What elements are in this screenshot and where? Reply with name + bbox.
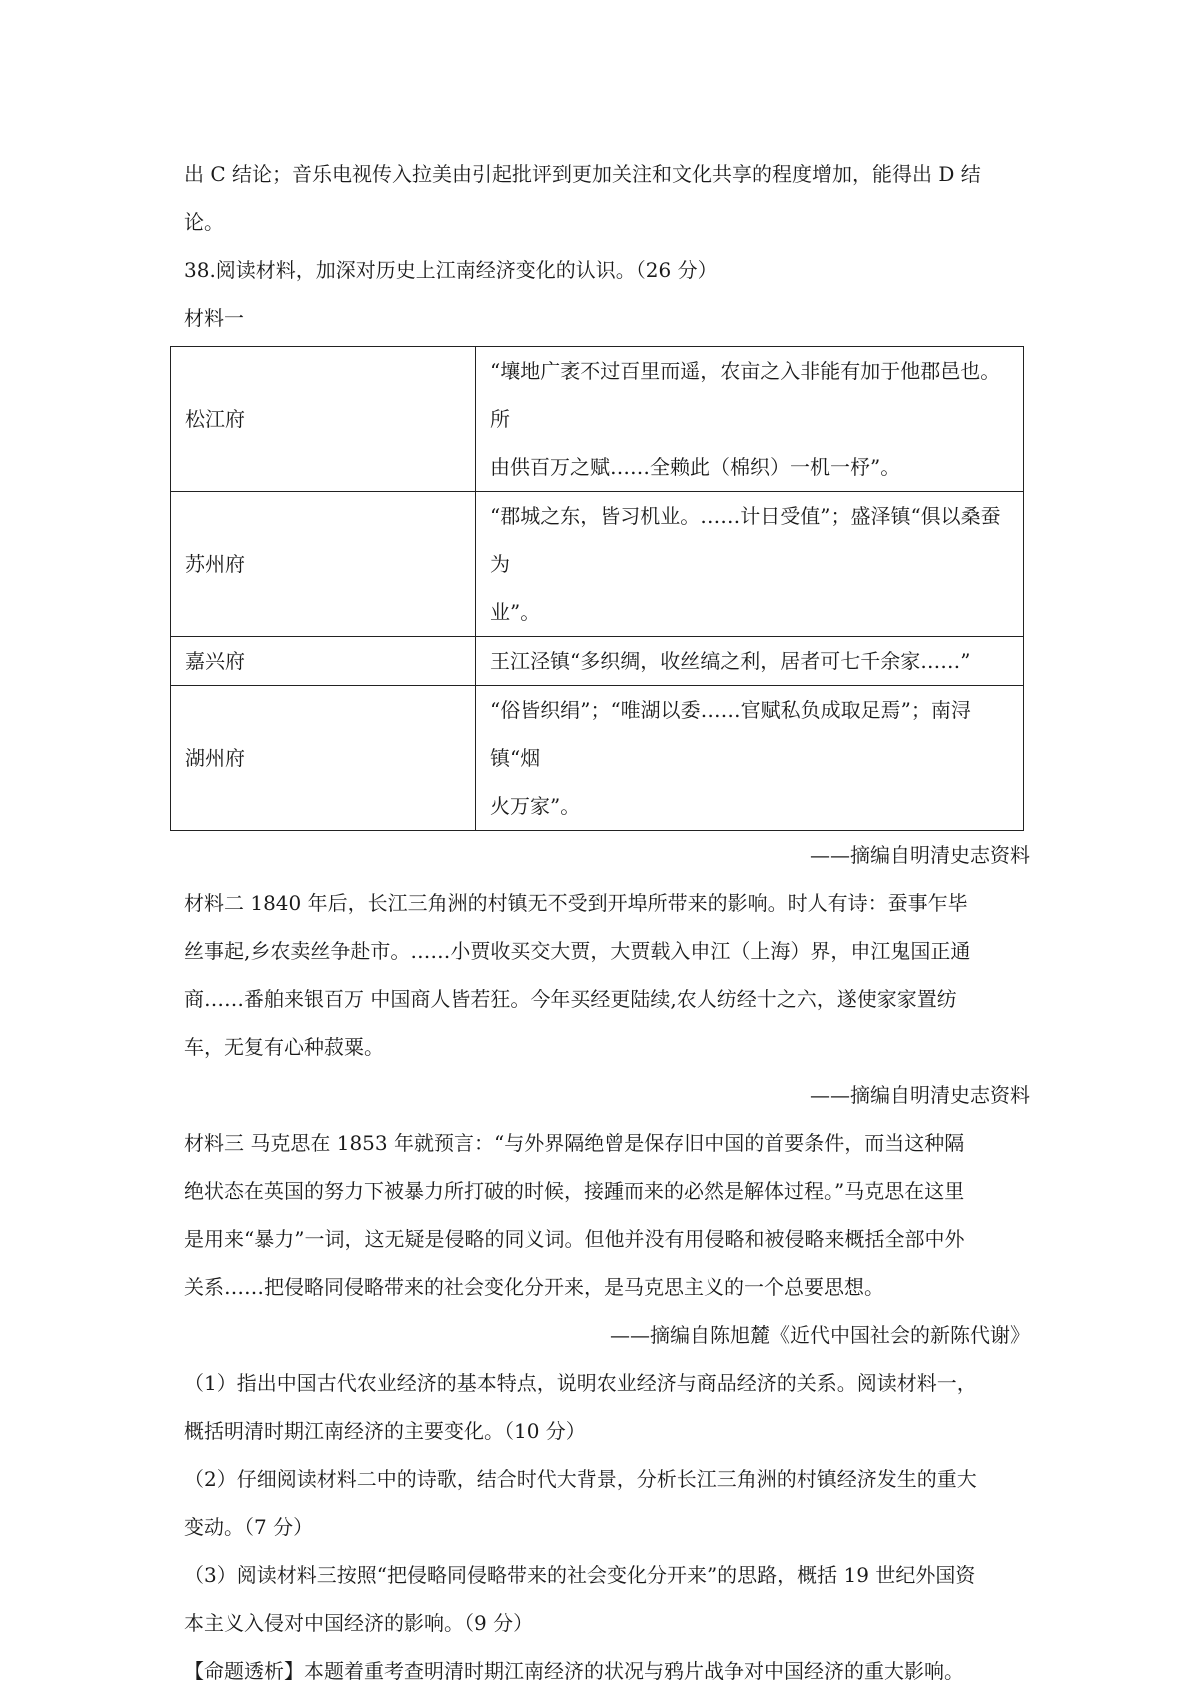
- question-3: [184, 1551, 1030, 1647]
- table-cell-place: 苏州府: [171, 492, 476, 637]
- table-cell-text: [476, 492, 1024, 637]
- material2-source: ——摘编自明清史志资料: [810, 1083, 1030, 1107]
- analysis-note: 【命题透析】本题着重考查明清时期江南经济的状况与鸦片战争对中国经济的重大影响。: [184, 1659, 964, 1683]
- intro-paragraph: [184, 150, 1030, 246]
- table-cell-place: 松江府: [171, 347, 476, 492]
- table-row: [171, 637, 1024, 686]
- question-line: 概括明清时期江南经济的主要变化。（10 分）: [184, 1419, 586, 1443]
- document-page: [184, 150, 1030, 1695]
- material3-source: ——摘编自陈旭麓《近代中国社会的新陈代谢》: [610, 1323, 1030, 1347]
- table-row: [171, 686, 1024, 831]
- table-cell-text: [476, 686, 1024, 831]
- intro-line: 论。: [184, 210, 224, 234]
- question-line: （1）指出中国古代农业经济的基本特点，说明农业经济与商品经济的关系。阅读材料一，: [184, 1371, 977, 1395]
- cell-line: 火万家”。: [490, 794, 581, 818]
- question-title: 38.阅读材料，加深对历史上江南经济变化的认识。（26 分）: [184, 258, 718, 282]
- cell-line: “俗皆织绢”；“唯湖以委……官赋私负成取足焉”；南浔镇“烟: [490, 698, 971, 770]
- table-cell-place: 湖州府: [171, 686, 476, 831]
- material2-line: 材料二 1840 年后，长江三角洲的村镇无不受到开埠所带来的影响。时人有诗：蚕事乍毕: [184, 891, 968, 915]
- table-row: [171, 492, 1024, 637]
- table-cell-text: [476, 637, 1024, 686]
- material1-table: [170, 346, 1024, 831]
- material3-paragraph: [184, 1119, 1030, 1311]
- material3-line: 绝状态在英国的努力下被暴力所打破的时候，接踵而来的必然是解体过程。”马克思在这里: [184, 1179, 965, 1203]
- cell-line: “壤地广袤不过百里而遥，农亩之入非能有加于他郡邑也。所: [490, 359, 1001, 431]
- material3-line: 材料三 马克思在 1853 年就预言：“与外界隔绝曾是保存旧中国的首要条件，而当这种隔: [184, 1131, 965, 1155]
- cell-line: 王江泾镇“多织绸，收丝缟之利，居者可七千余家……”: [490, 649, 971, 673]
- material2-line: 丝事起,乡农卖丝争赴市。……小贾收买交大贾，大贾载入申江（上海）界，申江鬼国正通: [184, 939, 971, 963]
- material3-line: 关系……把侵略同侵略带来的社会变化分开来，是马克思主义的一个总要思想。: [184, 1275, 884, 1299]
- material2-line: 车，无复有心种菽粟。: [184, 1035, 384, 1059]
- material2-paragraph: [184, 879, 1030, 1071]
- table-cell-place: 嘉兴府: [171, 637, 476, 686]
- table-cell-text: [476, 347, 1024, 492]
- cell-line: 由供百万之赋……全赖此（棉织）一机一杼”。: [490, 455, 901, 479]
- table-row: [171, 347, 1024, 492]
- material1-source: ——摘编自明清史志资料: [810, 843, 1030, 867]
- question-line: 本主义入侵对中国经济的影响。（9 分）: [184, 1611, 534, 1635]
- intro-line: 出 C 结论；音乐电视传入拉美由引起批评到更加关注和文化共享的程度增加，能得出 D 结: [184, 162, 981, 186]
- question-2: [184, 1455, 1030, 1551]
- material3-line: 是用来“暴力”一词，这无疑是侵略的同义词。但他并没有用侵略和被侵略来概括全部中外: [184, 1227, 965, 1251]
- material1-label: 材料一: [184, 306, 244, 330]
- question-1: [184, 1359, 1030, 1455]
- question-line: 变动。（7 分）: [184, 1515, 314, 1539]
- cell-line: “郡城之东，皆习机业。……计日受值”；盛泽镇“俱以桑蚕为: [490, 504, 1001, 576]
- question-line: （2）仔细阅读材料二中的诗歌，结合时代大背景，分析长江三角洲的村镇经济发生的重大: [184, 1467, 977, 1491]
- cell-line: 业”。: [490, 600, 541, 624]
- material2-line: 商……番舶来银百万 中国商人皆若狂。今年买经更陆续,农人纺经十之六，遂使家家置纺: [184, 987, 957, 1011]
- question-line: （3）阅读材料三按照“把侵略同侵略带来的社会变化分开来”的思路，概括 19 世纪外国资: [184, 1563, 976, 1587]
